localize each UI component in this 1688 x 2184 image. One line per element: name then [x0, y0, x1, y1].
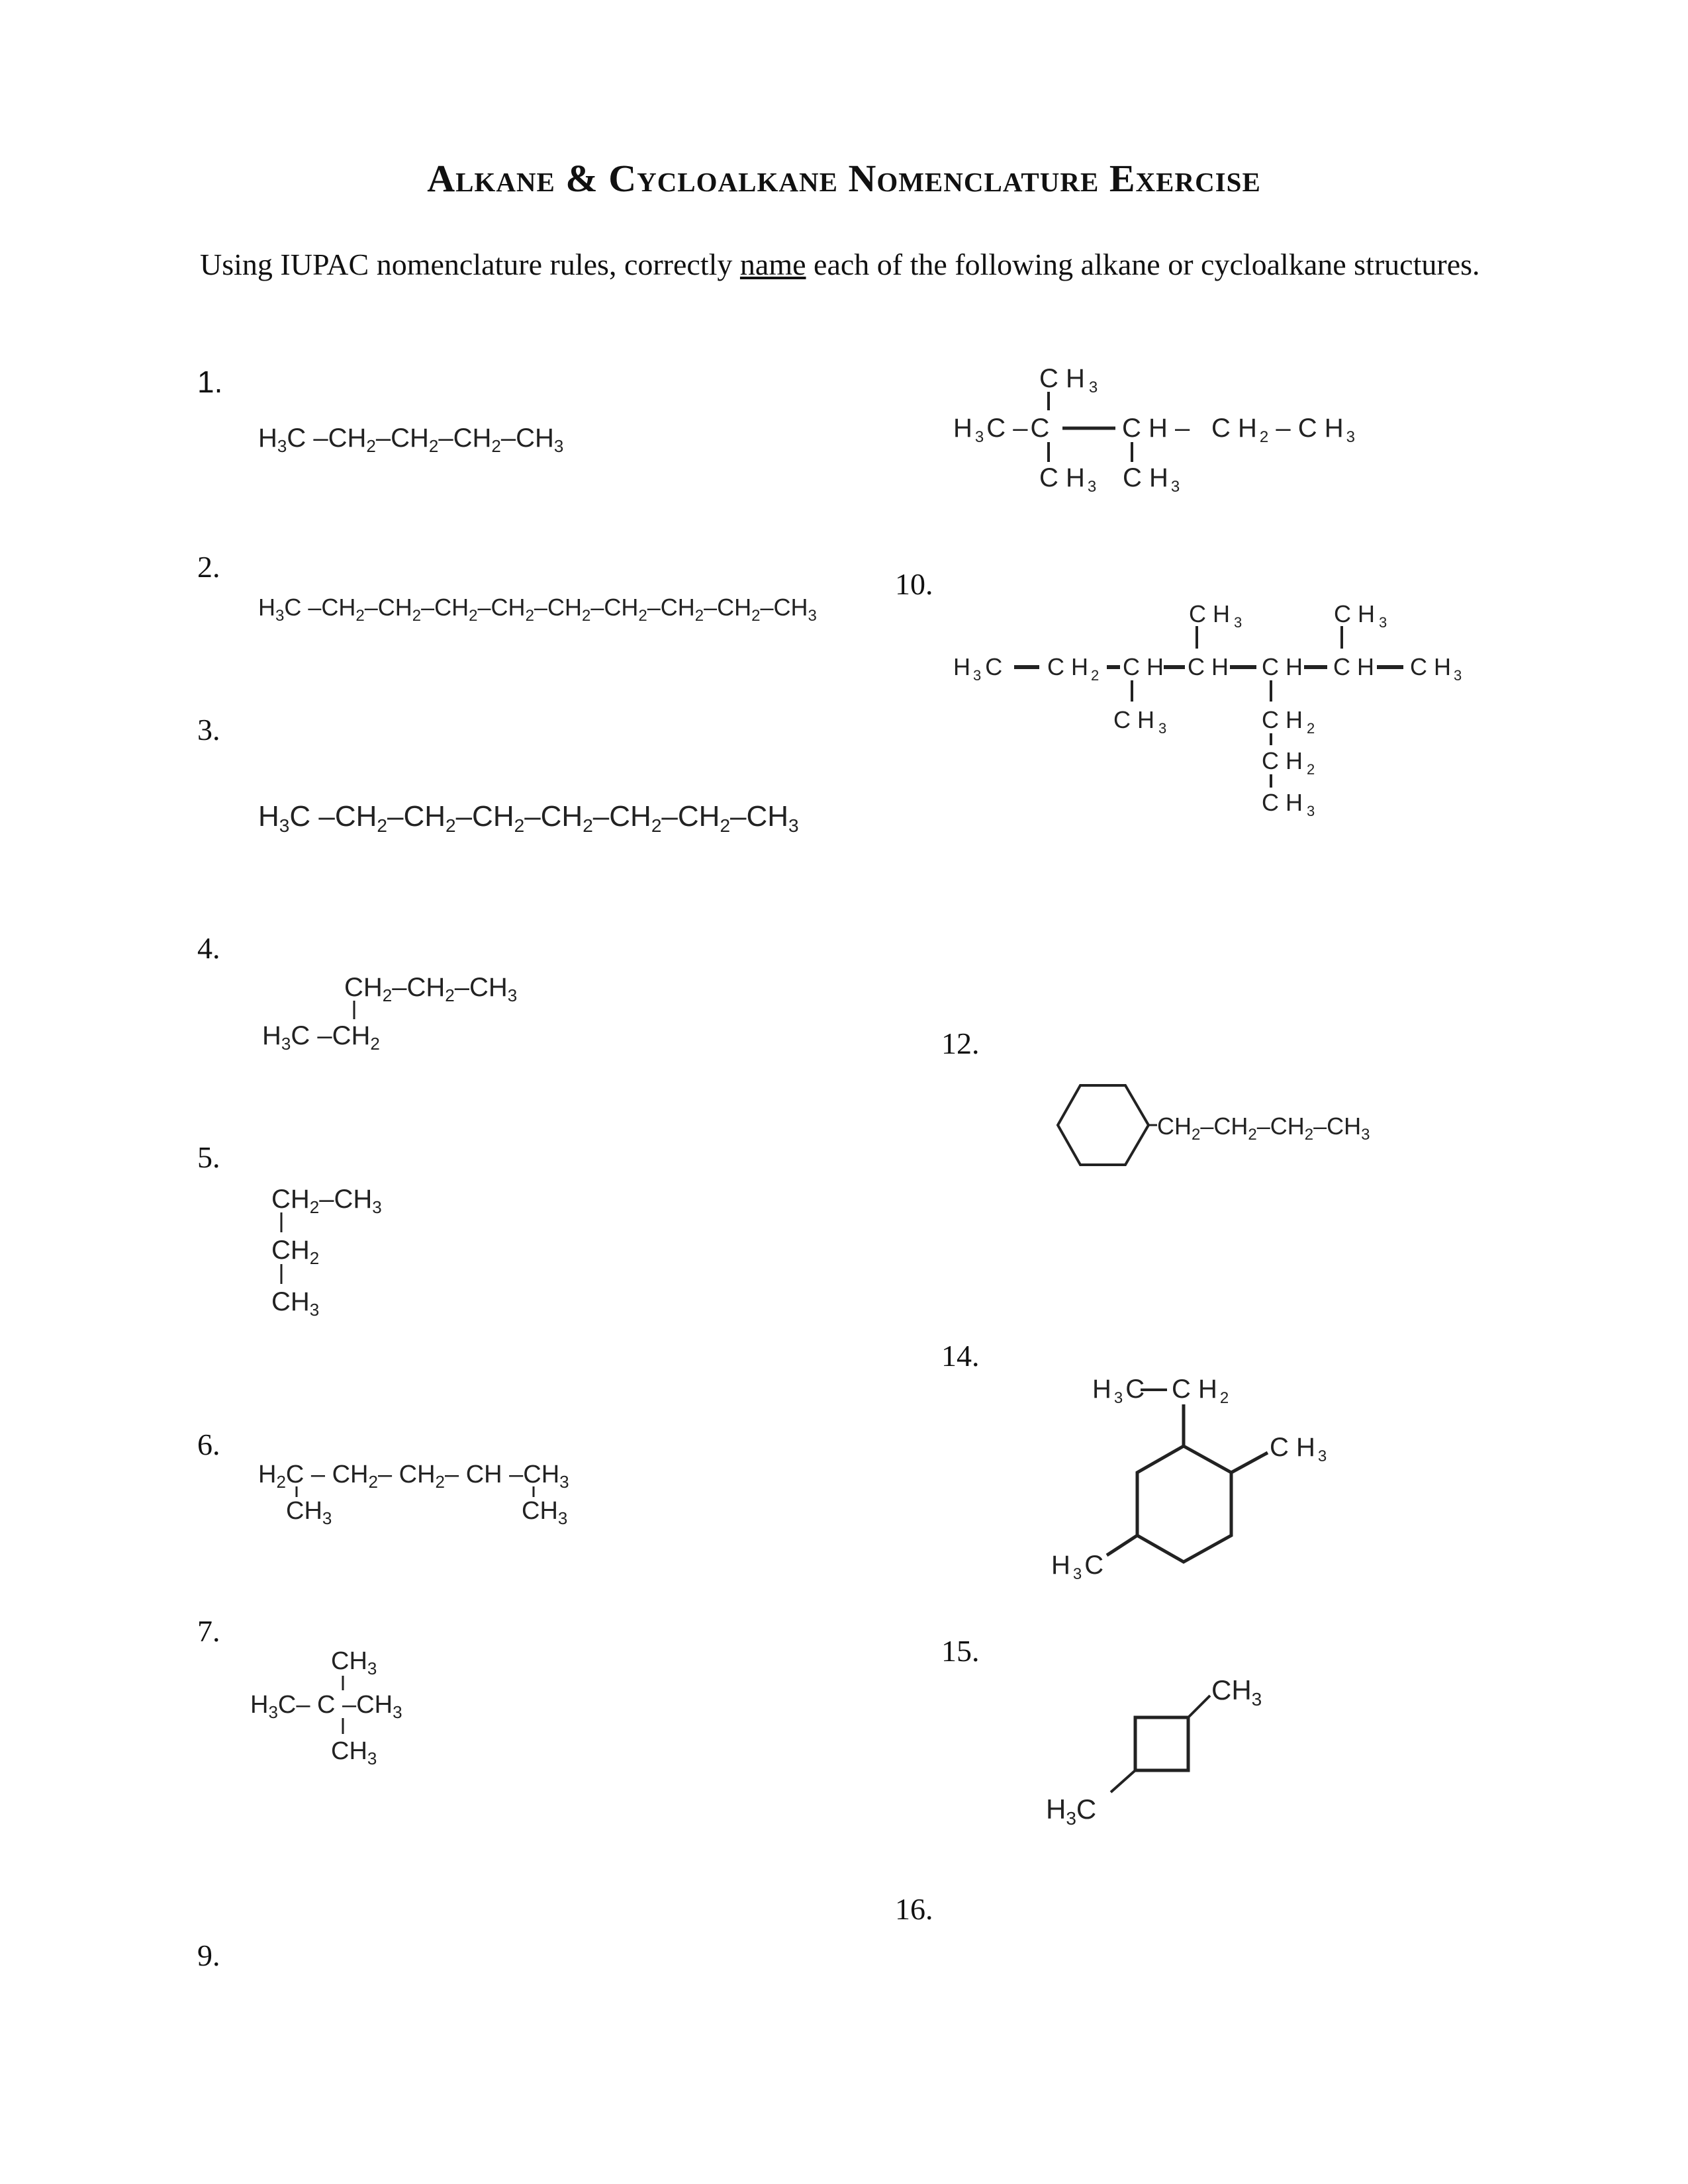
problem-number-4: 4.: [197, 931, 220, 965]
svg-text:CH3: $CH_3$: [271, 1287, 320, 1320]
svg-text:C H3: C H $_3$: [1189, 600, 1243, 631]
problem-number-6: 6.: [197, 1428, 220, 1461]
svg-text:H3C: H $_3$ C: [1092, 1375, 1145, 1407]
structure-1: [252, 410, 596, 463]
svg-text:CH2–CH2–CH2–CH3: $CH_2-CH_2-CH_2-CH_3$: [1157, 1113, 1370, 1144]
svg-text:CH3: $CH_3$: [286, 1497, 332, 1528]
problem-number-5: 5.: [197, 1140, 220, 1174]
problem-number-10: 10.: [895, 567, 933, 601]
structure-4: [258, 966, 589, 1066]
svg-text:C H3: C H $_3$: [1039, 364, 1098, 396]
svg-text:CH3: $CH_3$: [331, 1737, 377, 1768]
problem-number-1: 1.: [197, 365, 223, 399]
structure-5: [265, 1178, 463, 1337]
svg-text:C H3: C H $_3$: [1123, 463, 1180, 496]
problem-number-14: 14.: [941, 1339, 980, 1373]
svg-text:CH3: $CH_3$: [331, 1647, 377, 1678]
svg-text:C H: C H: [1333, 653, 1374, 680]
structure-2: [252, 582, 847, 635]
svg-text:CH2–CH3: $CH_2-CH_3$: [271, 1185, 382, 1217]
svg-text:CH2: $CH_2$: [271, 1236, 320, 1268]
svg-text:C H3: C H $_3$: [1270, 1433, 1327, 1465]
svg-text:C H3: C H $_3$: [1334, 600, 1387, 631]
svg-text:C H: C H: [1188, 653, 1229, 680]
svg-text:C H –: C H –: [1122, 414, 1190, 443]
instructions: Using IUPAC nomenclature rules, correctly name each of the following alkane or cycloalkane structures.: [200, 248, 1480, 281]
svg-text:C H3: C H $_3$: [1113, 706, 1167, 737]
problem-number-15: 15.: [941, 1634, 980, 1668]
page-title: Alkane & Cycloalkane Nomenclature Exercise: [427, 157, 1261, 200]
svg-text:CH3: $CH_3$: [522, 1497, 568, 1528]
problem-number-7: 7.: [197, 1614, 220, 1648]
problem-number-2: 2.: [197, 550, 220, 584]
svg-text:H3C: $H_3C$: [1046, 1794, 1097, 1829]
structure-3: [252, 788, 847, 847]
svg-text:C H3: C H $_3$: [1039, 463, 1097, 496]
svg-text:C H3: C H $_3$: [1262, 789, 1315, 819]
svg-text:C H2: C H $_2$: [1262, 747, 1315, 778]
svg-text:H3C –CH2–CH2–CH2–CH2–CH2–CH2–C: $H_3C$ $-CH_2-CH_2-CH_2-CH_2-CH_2-CH_2-CH_3$: [258, 800, 799, 836]
svg-text:C H2: C H $_2$: [1172, 1375, 1229, 1407]
svg-text:H3C: H $_3$ C: [953, 653, 1003, 684]
svg-text:C H2: C H $_2$: [1047, 653, 1100, 684]
problem-number-12: 12.: [941, 1026, 980, 1060]
svg-text:H3C –CH2–CH2–CH2–CH2–CH2–CH2–C: $H_3C$ $-CH_2-CH_2-CH_2-CH_2-CH_2-CH_2-CH_2-CH_2-CH_3$: [258, 594, 817, 625]
svg-text:H2C – CH2– CH2– CH –CH3: $H_2C - CH_2-$ $CH_2-$ CH $-CH_3$: [258, 1461, 569, 1492]
structure-12: [1046, 1072, 1456, 1178]
svg-text:C H3: C H $_3$: [1410, 653, 1462, 684]
problem-number-16: 16.: [895, 1892, 933, 1926]
structure-14: [1033, 1363, 1377, 1615]
svg-text:C H: C H: [1262, 653, 1303, 680]
svg-text:C H2: C H $_2$: [1262, 706, 1315, 737]
svg-text:H3C –CH2: $H_3C$ $-CH_2$: [262, 1021, 380, 1054]
structure-6: [252, 1449, 675, 1535]
problem-number-9: 9.: [197, 1938, 220, 1972]
svg-text:H3C: H $_3$ C: [1051, 1551, 1104, 1583]
svg-text:H3C –CH2–CH2–CH2–CH3: $H_3C$ $-CH_2-CH_2-CH_2-CH_3$: [258, 424, 564, 456]
structure-15: [1033, 1655, 1324, 1853]
svg-text:C H: C H: [1123, 653, 1164, 680]
problem-number-3: 3.: [197, 713, 220, 747]
svg-text:H3C –C: H $_3$ C – C: [953, 414, 1050, 446]
structure-7: [245, 1641, 483, 1780]
svg-text:C H2 – C H3: C H $_2$ – C H $_3$: [1211, 414, 1355, 446]
structure-10: [940, 596, 1470, 867]
svg-text:CH3: $CH_3$: [1211, 1674, 1262, 1709]
svg-text:H3C– C –CH3: $H_3C-$ C $-CH_3$: [250, 1691, 402, 1722]
svg-text:CH2–CH2–CH3: $CH_2-CH_2-CH_3$: [344, 973, 518, 1005]
structure-8: [940, 357, 1370, 516]
